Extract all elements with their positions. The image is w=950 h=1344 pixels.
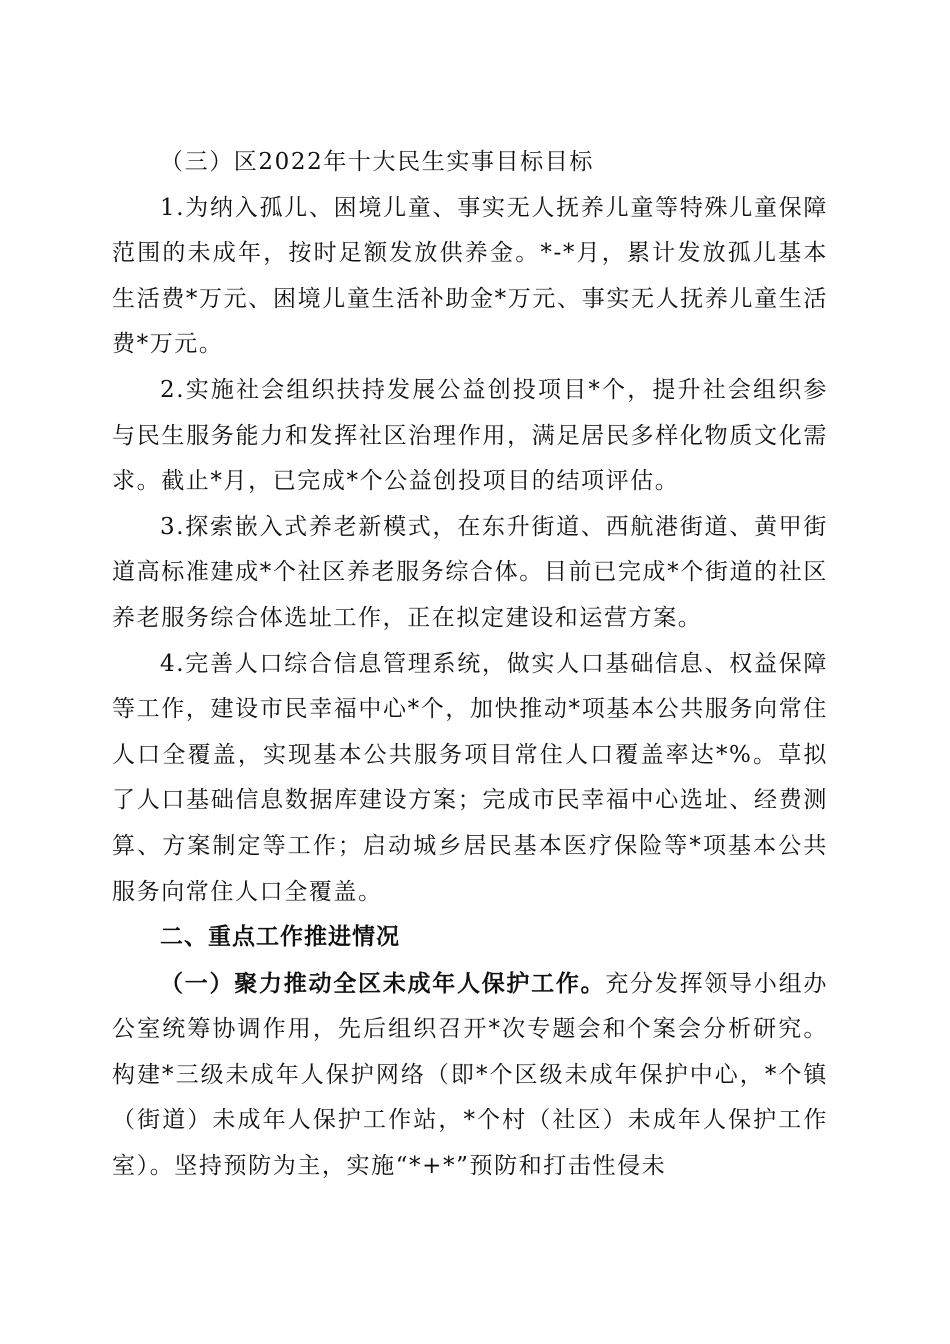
subsection-heading: （三）区2022年十大民生实事目标目标: [160, 149, 594, 175]
list-item-1: 1.为纳入孤儿、困境儿童、事实无人抚养儿童等特殊儿童保障范围的未成年，按时足额发放供养金。*-*月，累计发放孤儿基本生活费*万元、困境儿童生活补助金*万元、事实无人抚养儿童生活费*万元。: [112, 194, 828, 358]
list-item-3: 3.探索嵌入式养老新模式，在东升街道、西航港街道、黄甲街道高标准建成*个社区养老服务综合体。目前已完成*个街道的社区养老服务综合体选址工作，正在拟定建设和运营方案。: [112, 513, 828, 631]
document-body: [112, 140, 828, 1190]
list-item-4: 4.完善人口综合信息管理系统，做实人口基础信息、权益保障等工作，建设市民幸福中心*个，加快推动*项基本公共服务向常住人口全覆盖，实现基本公共服务项目常住人口覆盖率达*%。草拟了人口基础信息数据库建设方案；完成市民幸福中心选址、经费测算、方案制定等工作；启动城乡居民基本医疗保险等*项基本公共服务向常住人口全覆盖。: [112, 650, 828, 905]
work-item-lead: （一）聚力推动全区未成年人保护工作。: [160, 969, 606, 997]
list-item-2: 2.实施社会组织扶持发展公益创投项目*个，提升社会组织参与民生服务能力和发挥社区治理作用，满足居民多样化物质文化需求。截止*月，已完成*个公益创投项目的结项评估。: [112, 376, 828, 495]
work-item-body: 充分发挥领导小组办公室统筹协调作用，先后组织召开*次专题会和个案会分析研究。构建*三级未成年人保护网络（即*个区级未成年保护中心，*个镇（街道）未成年人保护工作站，*个村（社区）未成年人保护工作室）。坚持预防为主，实施“*+*”预防和打击性侵未: [112, 970, 828, 1180]
section-heading: 二、重点工作推进情况: [160, 924, 400, 951]
work-item-paragraph: [112, 961, 828, 1190]
